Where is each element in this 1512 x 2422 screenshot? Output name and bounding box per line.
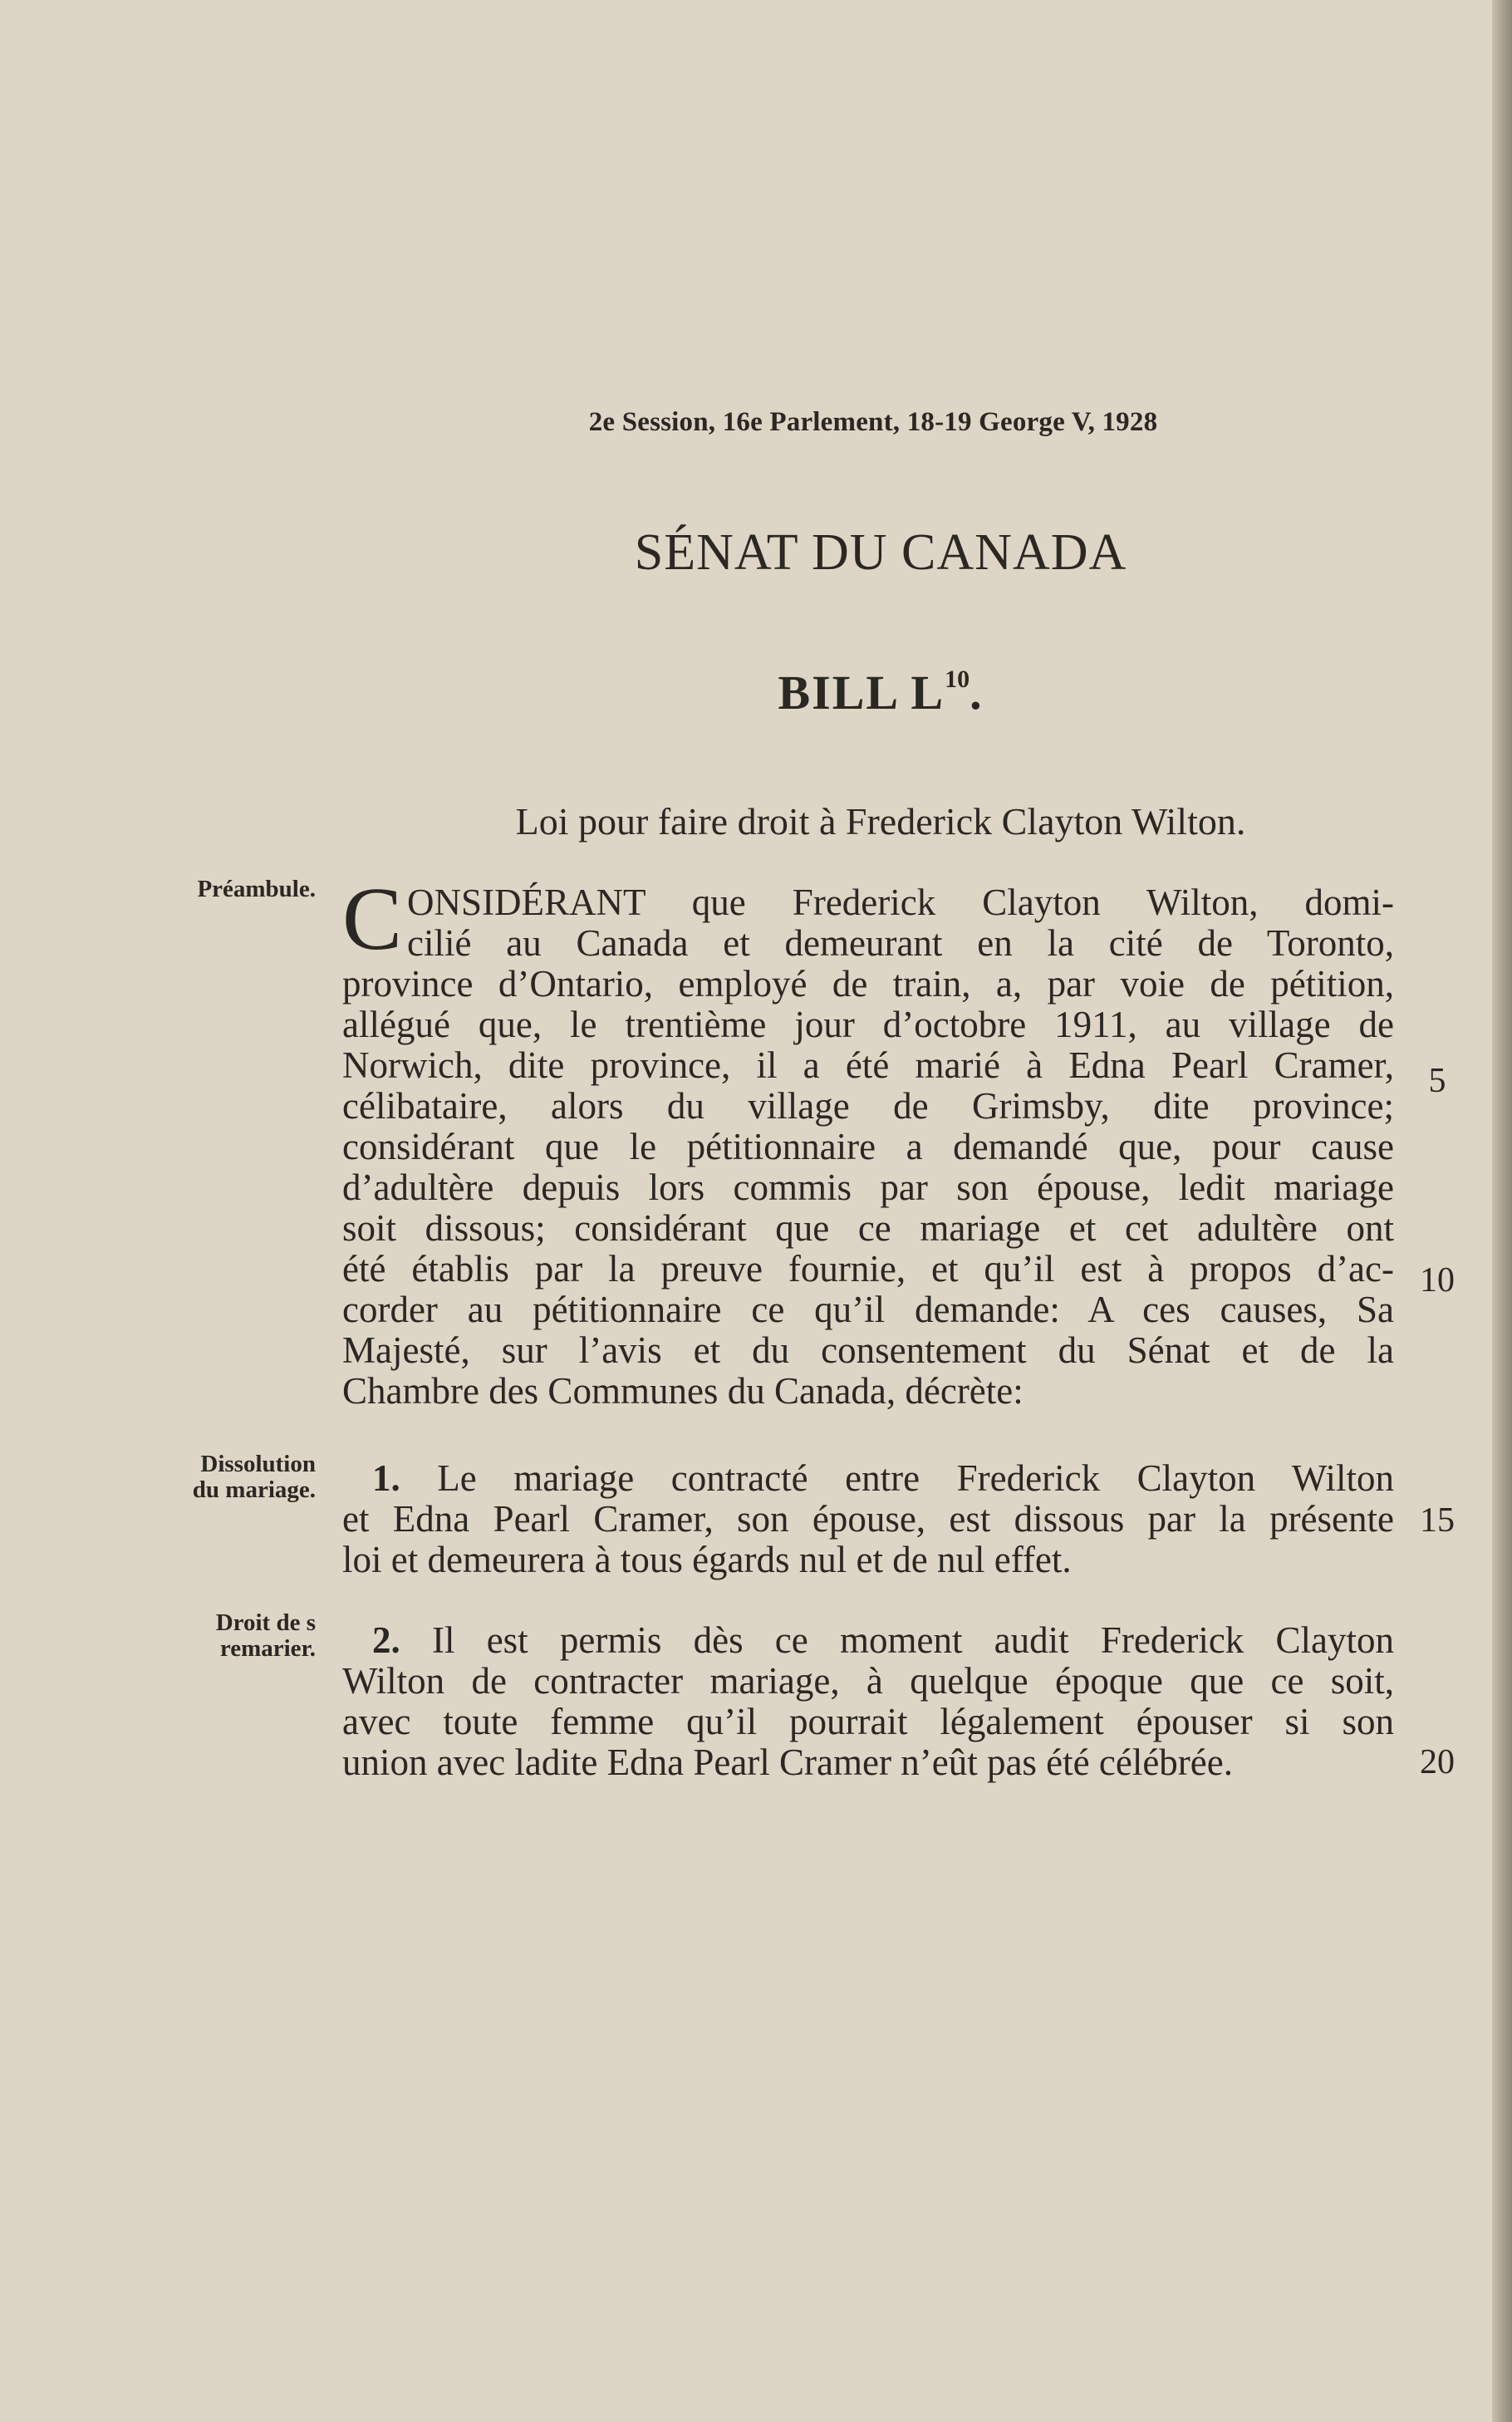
article-1-line: et Edna Pearl Cramer, son épouse, est dissous par la présente (342, 1498, 1394, 1540)
bill-subtitle: Loi pour faire droit à Frederick Clayton Wilton. (515, 800, 1246, 843)
preamble-line: province d’Ontario, employé de train, a, par voie de pétition, (342, 963, 1394, 1005)
margin-note-remarry-line1: Droit de s (215, 1609, 316, 1636)
preamble-line: célibataire, alors du village de Grimsby, dite province; (342, 1085, 1394, 1127)
article-2-line-text: Il est permis dès ce moment audit Frederick Clayton (431, 1619, 1395, 1661)
preamble-line: corder au pétitionnaire ce qu’il demande: A ces causes, Sa (342, 1289, 1394, 1330)
page-edge (1492, 0, 1512, 2422)
bill-title (515, 665, 1246, 720)
bill-prefix: BILL L (778, 666, 945, 720)
preamble-line: Chambre des Communes du Canada, décrète: (342, 1370, 1024, 1412)
line-number-20: 20 (1420, 1743, 1455, 1781)
article-2-line (342, 1620, 1394, 1661)
article-2 (342, 1620, 1394, 1783)
senate-title: SÉNAT DU CANADA (634, 524, 1127, 581)
article-2-line: Wilton de contracter mariage, à quelque époque que ce soit, (342, 1660, 1394, 1702)
drop-cap: C (342, 870, 403, 969)
line-number-10: 10 (1420, 1261, 1455, 1299)
article-1-line (342, 1458, 1394, 1499)
preamble-line: soit dissous; considérant que ce mariage et cet adultère ont (342, 1207, 1394, 1249)
margin-note-dissolution (116, 1452, 316, 1503)
margin-note-remarry (116, 1610, 316, 1662)
preamble-text (342, 870, 1394, 1412)
session-line: 2e Session, 16e Parlement, 18-19 George V, 1928 (588, 407, 1158, 437)
bill-superscript: 10 (945, 666, 970, 693)
article-1 (342, 1458, 1394, 1580)
preamble-line: été établis par la preuve fournie, et qu’il est à propos d’ac- (342, 1248, 1394, 1290)
article-2-line: union avec ladite Edna Pearl Cramer n’eût pas été célébrée. (342, 1742, 1233, 1783)
margin-note-dissolution-line2: du mariage. (192, 1476, 316, 1503)
preamble-line: cilié au Canada et demeurant en la cité de Toronto, (407, 922, 1394, 964)
article-1-line-text: Le mariage contracté entre Frederick Clayton Wilton (437, 1457, 1395, 1499)
article-1-line: loi et demeurera à tous égards nul et de nul effet. (342, 1539, 1072, 1580)
preamble-line: d’adultère depuis lors commis par son épouse, ledit mariage (342, 1167, 1394, 1208)
article-1-number: 1. (372, 1457, 400, 1499)
preamble-line: ONSIDÉRANT que Frederick Clayton Wilton, domi- (407, 882, 1394, 923)
preamble-line: allégué que, le trentième jour d’octobre 1911, au village de (342, 1004, 1394, 1045)
article-2-number: 2. (372, 1619, 400, 1661)
line-number-15: 15 (1420, 1501, 1455, 1540)
preamble-line: Norwich, dite province, il a été marié à Edna Pearl Cramer, (342, 1044, 1394, 1086)
bill-suffix: . (970, 666, 984, 720)
margin-note-preamble: Préambule. (197, 876, 316, 902)
margin-note-remarry-line2: remarier. (219, 1635, 316, 1662)
line-number-5: 5 (1428, 1062, 1446, 1100)
preamble-line: considérant que le pétitionnaire a demandé que, pour cause (342, 1126, 1394, 1167)
margin-note-dissolution-line1: Dissolution (200, 1451, 316, 1477)
preamble-line: Majesté, sur l’avis et du consentement du Sénat et de la (342, 1329, 1394, 1371)
article-2-line: avec toute femme qu’il pourrait légalement épouser si son (342, 1701, 1394, 1742)
